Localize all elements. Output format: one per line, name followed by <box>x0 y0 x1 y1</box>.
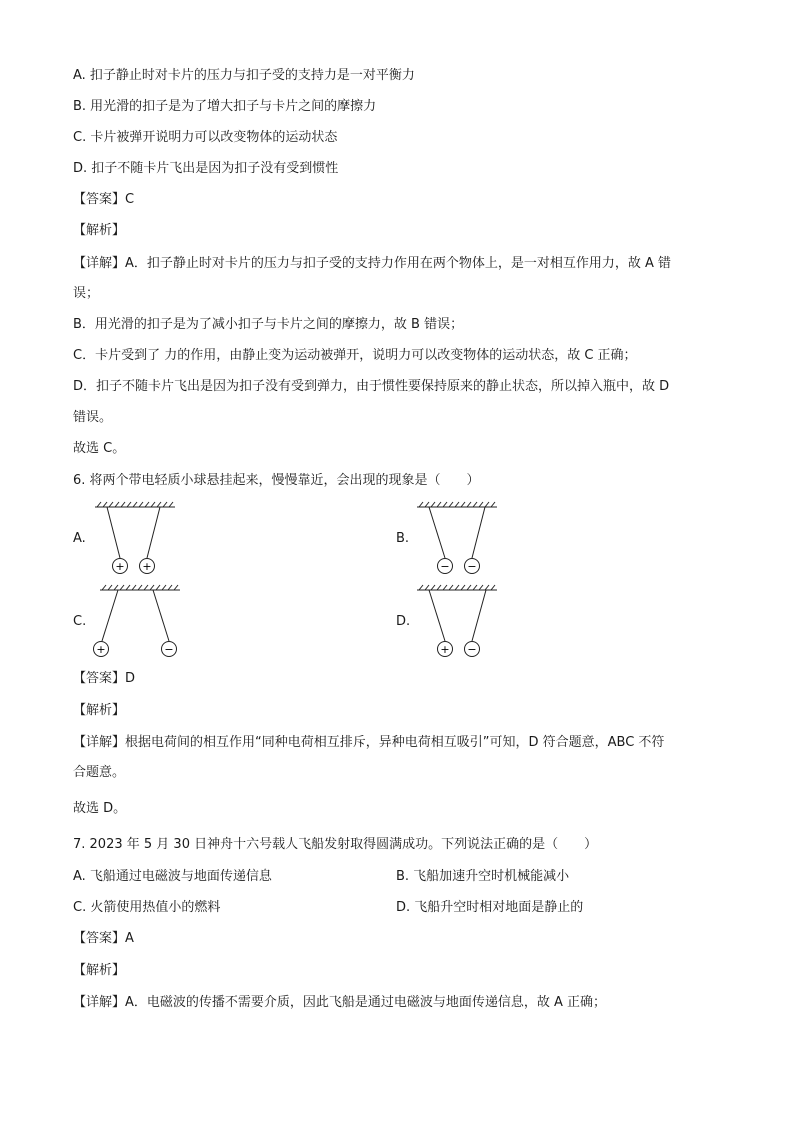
q7-answer: 【答案】A <box>73 931 134 946</box>
q6-choose: 故选 D。 <box>73 801 127 816</box>
q5-analysis-heading: 【解析】 <box>73 223 126 238</box>
q7-option-a: A. 飞船通过电磁波与地面传递信息 <box>73 869 272 884</box>
q7-option-b: B. 飞船加速升空时机械能减小 <box>396 869 570 884</box>
q6-diagram-a <box>90 500 185 580</box>
ceiling-hatch <box>95 502 175 507</box>
q6-diagram-b <box>412 500 507 580</box>
thread-right <box>153 590 169 641</box>
ceiling-hatch <box>417 585 497 590</box>
charge-minus: − <box>440 560 450 573</box>
q6-diagram-d <box>412 583 507 663</box>
q5-detail-c: C．卡片受到了 力的作用，由静止变为运动被弹开，说明力可以改变物体的运动状态，故 C 正确； <box>73 348 637 363</box>
thread-left <box>429 507 445 558</box>
q5-detail-a-cont: 误； <box>73 286 100 301</box>
charge-plus: + <box>440 643 450 656</box>
q5-option-d: D. 扣子不随卡片飞出是因为扣子没有受到惯性 <box>73 161 339 176</box>
q6-diagram-c <box>90 583 190 663</box>
q6-stem: 6. 将两个带电轻质小球悬挂起来，慢慢靠近，会出现的现象是（ ） <box>73 473 480 488</box>
q7-option-d: D. 飞船升空时相对地面是静止的 <box>396 900 584 915</box>
q6-detail-cont: 合题意。 <box>73 765 126 780</box>
q5-option-b: B. 用光滑的扣子是为了增大扣子与卡片之间的摩擦力 <box>73 99 377 114</box>
q7-detail-a: 【详解】A．电磁波的传播不需要介质，因此飞船是通过电磁波与地面传递信息，故 A 正确； <box>73 995 607 1010</box>
q6-option-c-label: C. <box>73 614 87 629</box>
ceiling-hatch <box>100 585 180 590</box>
charge-minus: − <box>467 560 477 573</box>
q6-option-d-label: D. <box>396 614 411 629</box>
thread-right <box>147 507 160 558</box>
thread-left <box>102 590 118 641</box>
q6-analysis-heading: 【解析】 <box>73 703 126 718</box>
charge-minus: − <box>467 643 477 656</box>
charge-plus: + <box>96 643 106 656</box>
charge-plus: + <box>142 560 152 573</box>
q7-analysis-heading: 【解析】 <box>73 963 126 978</box>
charge-plus: + <box>115 560 125 573</box>
q6-detail: 【详解】根据电荷间的相互作用“同种电荷相互排斥，异种电荷相互吸引”可知，D 符合题意，ABC 不符 <box>73 735 665 750</box>
ceiling-hatch <box>417 502 497 507</box>
q6-answer: 【答案】D <box>73 671 136 686</box>
q5-detail-b: B．用光滑的扣子是为了减小扣子与卡片之间的摩擦力，故 B 错误； <box>73 317 464 332</box>
q6-option-a-label: A. <box>73 531 86 546</box>
thread-right <box>472 590 486 641</box>
q5-detail-d: D．扣子不随卡片飞出是因为扣子没有受到弹力，由于惯性要保持原来的静止状态，所以掉入瓶中，故 D <box>73 379 670 394</box>
thread-left <box>107 507 120 558</box>
thread-right <box>472 507 485 558</box>
q5-option-c: C. 卡片被弹开说明力可以改变物体的运动状态 <box>73 130 338 145</box>
charge-minus: − <box>164 643 174 656</box>
q7-option-c: C. 火箭使用热值小的燃料 <box>73 900 221 915</box>
q7-stem: 7. 2023 年 5 月 30 日神舟十六号载人飞船发射取得圆满成功。下列说法正确的是（ ） <box>73 837 598 852</box>
q5-option-a: A. 扣子静止时对卡片的压力与扣子受的支持力是一对平衡力 <box>73 68 415 83</box>
thread-left <box>429 590 445 641</box>
q5-detail-d-cont: 错误。 <box>73 410 113 425</box>
q5-detail-a: 【详解】A．扣子静止时对卡片的压力与扣子受的支持力作用在两个物体上，是一对相互作用力，故 A 错 <box>73 256 672 271</box>
q6-option-b-label: B. <box>396 531 410 546</box>
q5-answer: 【答案】C <box>73 192 135 207</box>
q5-choose: 故选 C。 <box>73 441 126 456</box>
